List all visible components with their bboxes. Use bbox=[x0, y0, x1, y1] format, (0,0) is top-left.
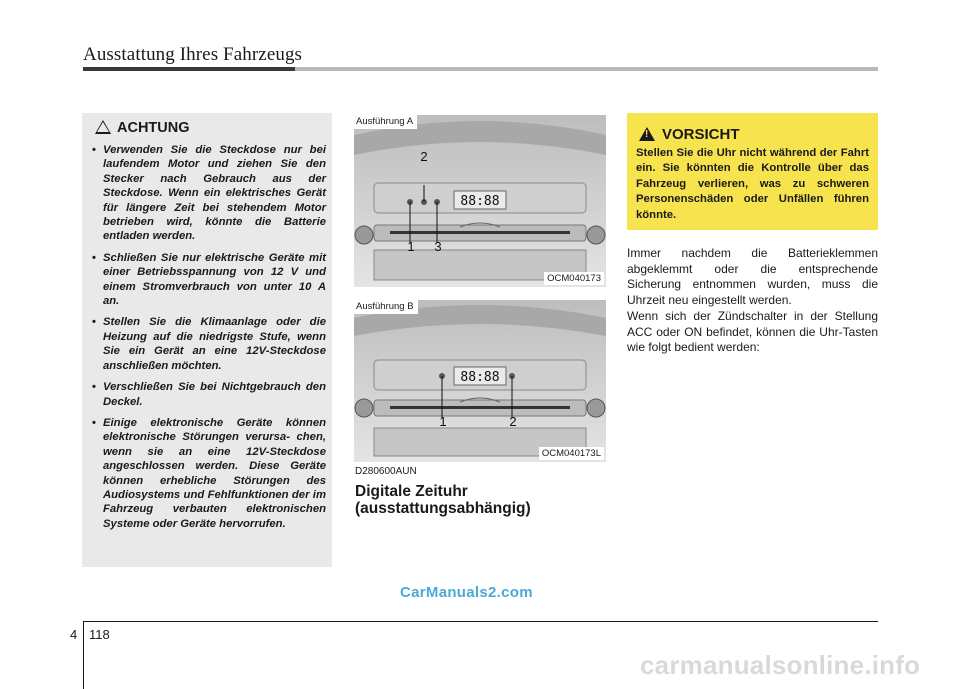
callout-b-2: 2 bbox=[509, 414, 517, 429]
figure-version-a bbox=[354, 115, 606, 287]
header-rule-accent bbox=[83, 67, 295, 71]
page-chapter: 4 bbox=[70, 627, 78, 642]
footer-divider-horizontal bbox=[83, 621, 878, 622]
caution-triangle-icon bbox=[95, 120, 111, 134]
section-code: D280600AUN bbox=[355, 466, 417, 477]
body-paragraph-2: Wenn sich der Zündschalter in der Stellung ACC oder ON befindet, können die Uhr-Tasten wie folgt bedient werden: bbox=[627, 309, 878, 355]
callout-a-3: 3 bbox=[434, 239, 442, 254]
body-paragraph-1: Immer nachdem die Batterieklemmen abgeklemmt oder die entsprechende Sicherung entnommen wurden, muss die Uhrzeit neu eingestellt werden. bbox=[627, 246, 878, 307]
callout-a-1: 2 bbox=[420, 149, 428, 164]
warning-heading bbox=[639, 126, 740, 143]
caution-item: • Verschließen Sie bei Nichtgebrauch den Deckel. bbox=[90, 380, 326, 409]
page-header-title: Ausstattung Ihres Fahrzeugs bbox=[83, 44, 303, 65]
caution-heading bbox=[95, 120, 190, 136]
caution-item: • Stellen Sie die Klimaanlage oder die Heizung auf die niedrigste Stufe, wenn Sie ein Gerät an eine 12V-Steckdose anschließen möchten. bbox=[90, 315, 326, 373]
caution-item: • Verwenden Sie die Steckdose nur bei laufendem Motor und ziehen Sie den Stecker nach Gebrauch aus der Steckdose. Wenn ein elektrisches Gerät für längere Zeit bei stehendem Motor betrieben wird, könnte die Batterie entladen werden. bbox=[90, 143, 326, 244]
footer-divider-vertical bbox=[83, 621, 84, 689]
footer-watermark-url[interactable]: carmanualsonline.info bbox=[640, 650, 921, 680]
radio-illustration-b bbox=[354, 300, 606, 462]
radio-illustration-a bbox=[354, 115, 606, 287]
figure-a-code: OCM040173 bbox=[544, 272, 604, 285]
section-title: Digitale Zeituhr (ausstattungsabhängig) bbox=[355, 483, 531, 517]
figure-version-b bbox=[354, 300, 606, 462]
display-text-a: 88:88 bbox=[460, 194, 500, 209]
page-number: 118 bbox=[89, 627, 110, 642]
caution-item: • Schließen Sie nur elektrische Geräte mit einer Betriebsspannung von 12 V und einem Stromverbrauch von unter 10 A an. bbox=[90, 251, 326, 309]
callout-b-1: 1 bbox=[439, 414, 447, 429]
watermark-link[interactable]: CarManuals2.com bbox=[400, 584, 533, 601]
warning-heading-text: VORSICHT bbox=[662, 126, 740, 143]
figure-b-code: OCM040173L bbox=[539, 447, 604, 460]
warning-text: Stellen Sie die Uhr nicht während der Fahrt ein. Sie könnten die Kontrolle über das Fahrzeug verlieren, was zu schweren Personenschäden oder Unfällen führen könnte. bbox=[636, 147, 869, 221]
callout-a-2: 1 bbox=[407, 239, 415, 254]
caution-heading-text: ACHTUNG bbox=[117, 120, 190, 136]
display-text-b: 88:88 bbox=[460, 370, 500, 385]
warning-triangle-icon bbox=[639, 127, 655, 141]
caution-list bbox=[90, 143, 326, 538]
figure-a-tag: Ausführung A bbox=[354, 115, 417, 129]
figure-b-tag: Ausführung B bbox=[354, 300, 418, 314]
caution-item: • Einige elektronische Geräte können elektronische Störungen verursa- chen, wenn sie an eine 12V-Steckdose angeschlossen werden. Diese Geräte können erhebliche Störungen des Audiosystems und Fehlfunktionen der im Fahrzeug verbauten elektronischen Systeme oder Geräte hervorrufen. bbox=[90, 416, 326, 531]
